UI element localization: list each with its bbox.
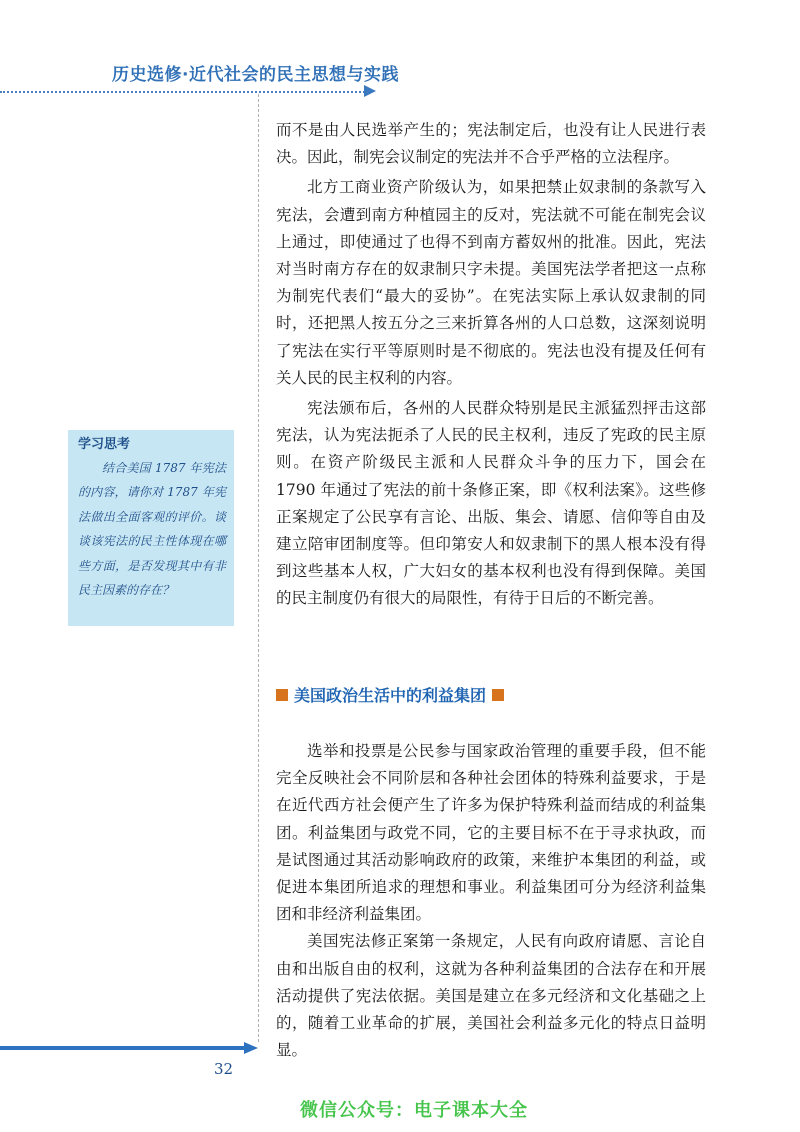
body-paragraph-1: 而不是由人民选举产生的；宪法制定后，也没有让人民进行表决。因此，制宪会议制定的宪法并不合乎严格的立法程序。 [276,121,706,167]
section-heading [276,683,504,706]
page-number: 32 [214,1060,234,1078]
column-divider [258,94,259,1042]
section-paragraph-2: 美国宪法修正案第一条规定，人民有向政府请愿、言论自由和出版自由的权利，这就为各种利益集团的合法存在和开展活动提供了宪法依据。美国是建立在多元经济和文化基础之上的，随着工业革命的扩展，美国社会利益多元化的特点日益明显。 [276,932,706,1060]
running-header-title: 历史选修·近代社会的民主思想与实践 [112,65,399,85]
header-dotted-rule [0,91,368,93]
sidebar-text: 结合美国 1787 年宪法的内容，请你对 1787 年宪法做出全面客观的评价。谈谈该宪法的民主性体现在哪些方面，是否发现其中有非民主因素的存在？ [78,461,226,598]
body-paragraph-3: 宪法颁布后，各州的人民群众特别是民主派猛烈抨击这部宪法，认为宪法扼杀了人民的民主权利，违反了宪政的民主原则。在资产阶级民主派和人民群众斗争的压力下，国会在 1790 年通过了宪法的前十条修正案，即《权利法案》。这些修正案规定了公民享有言论、出版、集会、请愿、信仰等自由及建立陪审团制度等。但印第安人和奴隶制下的黑人根本没有得到这些基本人权，广大妇女的基本权利也没有得到保障。美国的民主制度仍有很大的局限性，有待于日后的不断完善。 [276,399,706,608]
body-paragraph-2: 北方工商业资产阶级认为，如果把禁止奴隶制的条款写入宪法，会遭到南方种植园主的反对，宪法就不可能在制宪会议上通过，即使通过了也得不到南方蓄奴州的批准。因此，宪法对当时南方存在的奴隶制只字未提。美国宪法学者把这一点称为制宪代表们“最大的妥协”。在宪法实际上承认奴隶制的同时，还把黑人按五分之三来折算各州的人口总数，这深刻说明了宪法在实行平等原则时是不彻底的。宪法也没有提及任何有关人民的民主权利的内容。 [276,178,706,387]
footer-arrow-icon [244,1042,258,1054]
footer-rule [0,1046,244,1050]
orange-square-icon [276,689,288,701]
study-think-sidebar [68,430,234,626]
header-arrow-icon [364,85,376,97]
main-body-text [276,117,706,613]
orange-square-icon [492,689,504,701]
sidebar-title: 学习思考 [78,437,131,452]
section-heading-text: 美国政治生活中的利益集团 [294,686,487,705]
section-paragraph-1: 选举和投票是公民参与国家政治管理的重要手段，但不能完全反映社会不同阶层和各种社会团体的特殊利益要求，于是在近代西方社会便产生了许多为保护特殊利益而结成的利益集团。利益集团与政党不同，它的主要目标不在于寻求执政，而是试图通过其活动影响政府的政策，来维护本集团的利益，或促进本集团所追求的理想和事业。利益集团可分为经济利益集团和非经济利益集团。 [276,742,706,924]
section-body-text [276,738,706,1064]
watermark-text: 微信公众号：电子课本大全 [300,1100,528,1121]
